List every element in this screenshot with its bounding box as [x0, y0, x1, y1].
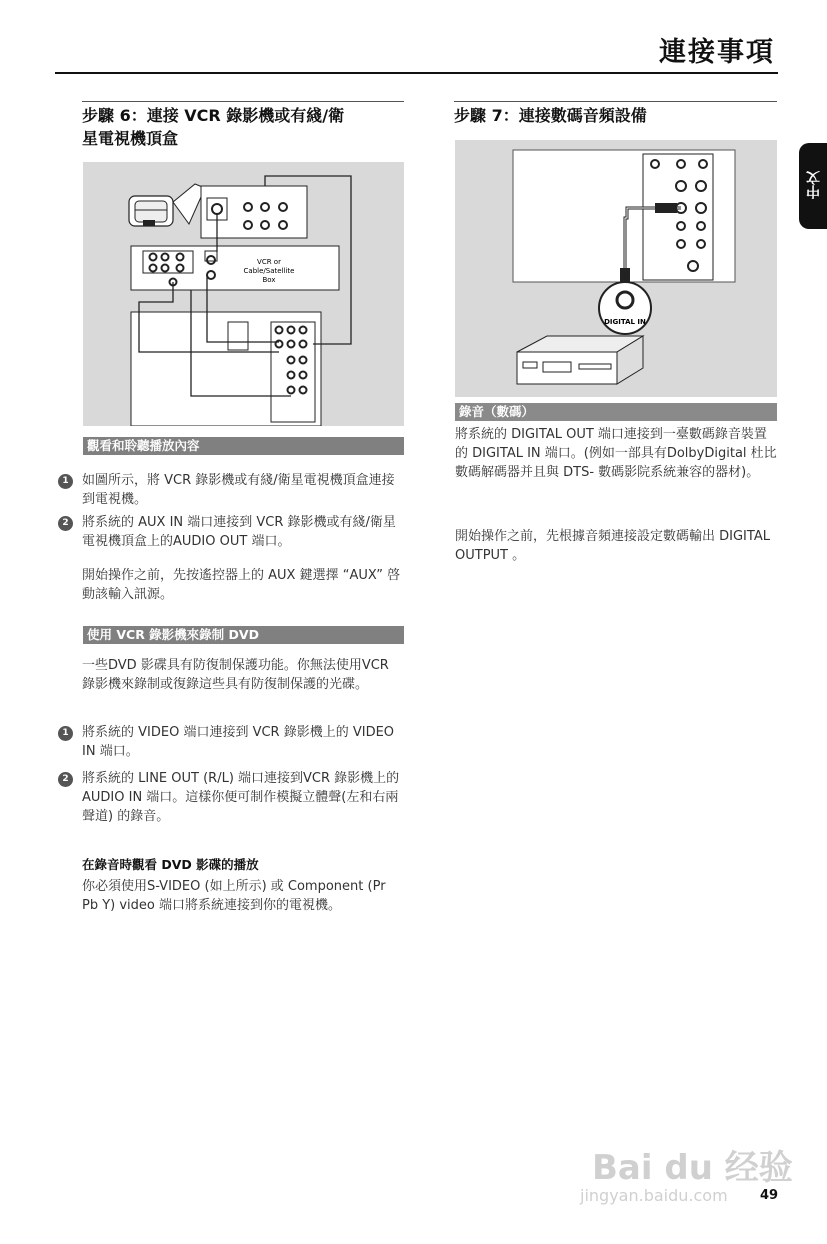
- section1-item1: 如圖所示，將 VCR 錄影機或有綫/衛星電視機頂盒連接到電視機。: [82, 473, 395, 507]
- section2-item1: 將系統的 VIDEO 端口連接到 VCR 錄影機上的 VIDEO IN 端口。: [82, 725, 395, 759]
- vcr-label-line1: VCR or: [257, 258, 281, 266]
- digital-text1: 將系統的 DIGITAL OUT 端口連接到一臺數碼錄音裝置的 DIGITAL IN 端口。(例如一部具有DolbyDigital 杜比數碼解碼器并且與 DTS- 數碼影院系統兼容的器材)。: [455, 427, 777, 480]
- step6-heading-line2: 星電視機頂盒: [82, 129, 179, 148]
- section-bar-digital-recording: 錄音（數碼）: [455, 403, 777, 421]
- vcr-connection-diagram: [83, 162, 404, 426]
- language-tab-label: 中文: [806, 171, 822, 199]
- step6-heading-line1: 步驟 6：連接 VCR 錄影機或有綫/衛: [82, 106, 345, 125]
- section3-text: 你必須使用S-VIDEO (如上所示) 或 Component (Pr Pb Y) video 端口將系統連接到你的電視機。: [82, 879, 386, 913]
- watermark-url: jingyan.baidu.com: [580, 1186, 728, 1205]
- section2-intro: 一些DVD 影碟具有防復制保護功能。你無法使用VCR 錄影機來錄制或復錄這些具有防復制保護的光碟。: [82, 658, 389, 692]
- watermark-logo: Bai du 经验: [592, 1148, 793, 1188]
- digital-recorder: [517, 336, 643, 384]
- section-bar-watch-listen: 觀看和聆聽播放內容: [83, 437, 404, 455]
- title-rule: [55, 72, 778, 74]
- step-number-2: 2: [58, 516, 73, 531]
- step-number-1b: 1: [58, 726, 73, 741]
- vcr-diagram-svg: [83, 162, 404, 426]
- section1-note: 開始操作之前，先按遙控器上的 AUX 鍵選擇 “AUX” 啓動該輸入訊源。: [82, 568, 401, 602]
- tv-icon: [129, 184, 205, 226]
- section2-item2: 將系統的 LINE OUT (R/L) 端口連接到VCR 錄影機上的AUDIO IN 端口。這樣你便可制作模擬立體聲(左和右兩聲道) 的錄音。: [82, 771, 400, 824]
- digital-diagram-svg: [455, 140, 777, 397]
- section1-item2: 將系統的 AUX IN 端口連接到 VCR 錄影機或有綫/衛星電視機頂盒上的AUDIO OUT 端口。: [82, 515, 396, 549]
- vcr-label-line2: Cable/Satellite: [243, 267, 295, 275]
- step6-heading-rule: [82, 101, 404, 102]
- digital-connection-diagram: [455, 140, 777, 397]
- section3-subheading: 在錄音時觀看 DVD 影碟的播放: [82, 857, 259, 872]
- language-tab[interactable]: [799, 143, 827, 229]
- vcr-label-line3: Box: [262, 276, 276, 284]
- page-number: 49: [760, 1188, 779, 1203]
- digital-text2: 開始操作之前，先根據音頻連接設定數碼輸出 DIGITAL OUTPUT 。: [455, 529, 770, 563]
- digital-in-label: DIGITAL IN: [604, 318, 646, 326]
- section-bar-vcr-record: 使用 VCR 錄影機來錄制 DVD: [83, 626, 404, 644]
- page-title: 連接事項: [659, 37, 775, 68]
- step7-heading-rule: [454, 101, 777, 102]
- step-number-1: 1: [58, 474, 73, 489]
- step7-heading: 步驟 7：連接數碼音頻設備: [454, 106, 647, 125]
- step-number-2b: 2: [58, 772, 73, 787]
